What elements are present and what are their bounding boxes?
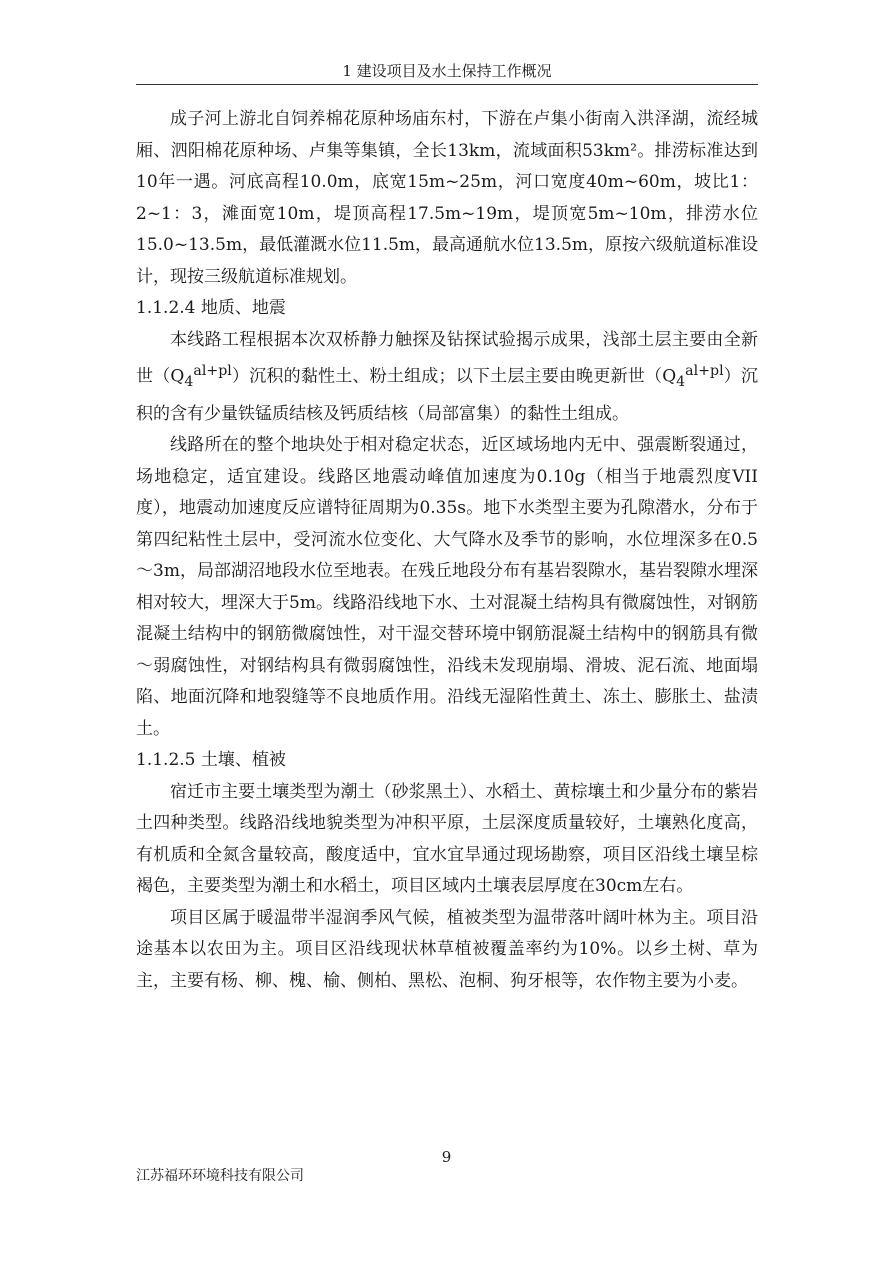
footer-company: 江苏福环环境科技有限公司 [136, 1168, 304, 1184]
section-heading-geology: 1.1.2.4 地质、地震 [136, 298, 286, 318]
document-body [136, 104, 758, 997]
strata-sup-2: al+pl [685, 363, 724, 379]
header-divider [136, 84, 758, 85]
strata-sub-1: 4 [184, 374, 194, 391]
paragraph-soil: 宿迁市主要土壤类型为潮土（砂浆黑土）、水稻土、黄棕壤土和少量分布的紫岩土四种类型。线路沿线地貌类型为冲积平原，土层深度质量较好，土壤熟化度高，有机质和全氮含量较高，酸度适中，宜水宜旱通过现场勘察，项目区沿线土壤呈棕褐色，主要类型为潮土和水稻土，项目区域内土壤表层厚度在30cm左右。 [136, 781, 758, 897]
strata-text-3: ）沉积的含有少量铁锰质结核及钙质结核（局部富集）的黏性土组成。 [136, 366, 759, 424]
paragraph-vegetation: 项目区属于暖温带半湿润季风气候，植被类型为温带落叶阔叶林为主。项目沿途基本以农田为主。项目区沿线现状林草植被覆盖率约为10%。以乡土树、草为主，主要有杨、柳、槐、榆、侧柏、黑松、泡桐、狗牙根等，农作物主要为小麦。 [136, 907, 758, 991]
section-heading-soil: 1.1.2.5 土壤、植被 [136, 750, 286, 771]
page-number: 9 [441, 1148, 452, 1166]
paragraph-strata [136, 325, 758, 431]
strata-text-2: ）沉积的黏性土、粉土组成；以下土层主要由晚更新世（Q [231, 366, 677, 387]
strata-sup-1: al+pl [193, 363, 232, 379]
page-header: 1 建设项目及水土保持工作概况 [342, 62, 552, 80]
strata-text-1: 本线路工程根据本次双桥静力触探及钻探试验揭示成果，浅部土层主要由全新世（Q [136, 329, 758, 387]
paragraph-river: 成子河上游北自饲养棉花原种场庙东村，下游在卢集小街南入洪泽湖，流经城厢、泗阳棉花原种场、卢集等集镇，全长13km，流域面积53km²。排涝标准达到10年一遇。河底高程10.0m，底宽15m~25m，河口宽度40m~60m，坡比1：2~1：3，滩面宽10m，堤顶高程17.5m~19m，堤顶宽5m~10m，排涝水位15.0~13.5m，最低灌溉水位11.5m，最高通航水位13.5m，原按六级航道标准设计，现按三级航道标准规划。 [136, 109, 759, 287]
strata-sub-2: 4 [676, 374, 686, 391]
paragraph-seismic: 线路所在的整个地块处于相对稳定状态，近区域场地内无中、强震断裂通过，场地稳定，适宜建设。线路区地震动峰值加速度为0.10g（相当于地震烈度VII度），地震动加速度反应谱特征周期为0.35s。地下水类型主要为孔隙潜水，分布于第四纪粘性土层中，受河流水位变化、大气降水及季节的影响，水位埋深多在0.5～3m，局部湖沼地段水位至地表。在残丘地段分布有基岩裂隙水，基岩裂隙水埋深相对较大，埋深大于5m。线路沿线地下水、土对混凝土结构具有微腐蚀性，对钢筋混凝土结构中的钢筋微腐蚀性，对干湿交替环境中钢筋混凝土结构中的钢筋具有微～弱腐蚀性，对钢结构具有微弱腐蚀性，沿线未发现崩塌、滑坡、泥石流、地面塌陷、地面沉降和地裂缝等不良地质作用。沿线无湿陷性黄土、冻土、膨胀土、盐渍土。 [136, 435, 758, 739]
